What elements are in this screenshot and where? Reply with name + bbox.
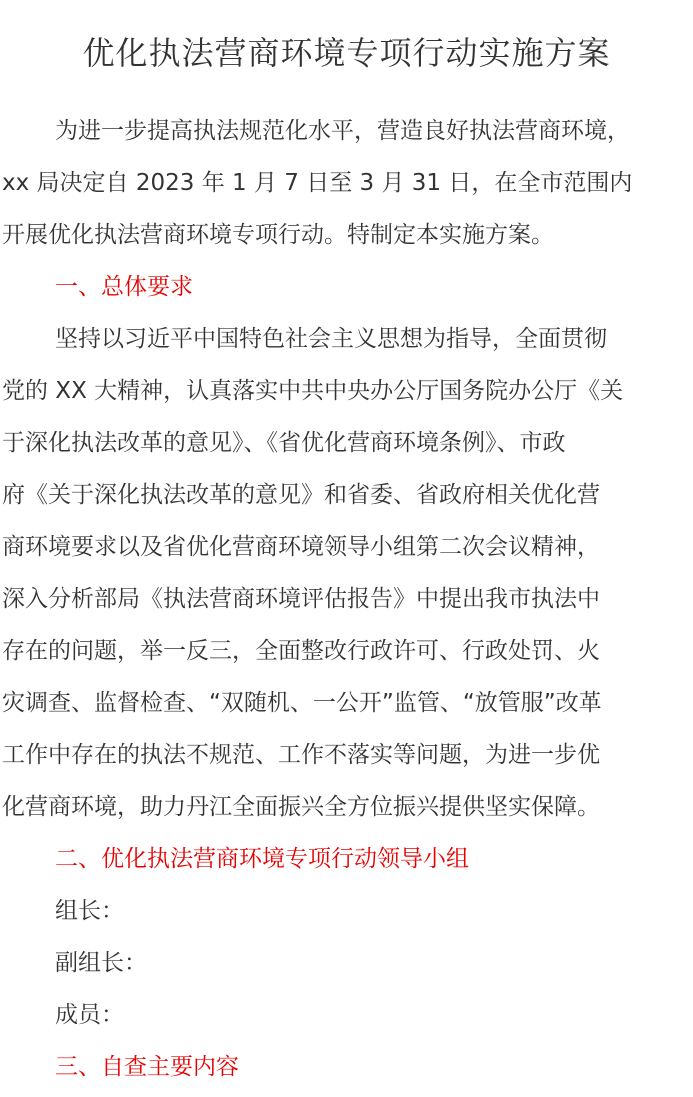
section-1-line-5: 商环境要求以及省优化营商环境领导小组第二次会议精神， xyxy=(2,534,600,560)
deputy-leader-label: 副组长： xyxy=(55,950,147,976)
intro-line-2: xx 局决定自 2023 年 1 月 7 日至 3 月 31 日，在全市范围内 xyxy=(2,170,633,196)
intro-line-3: 开展优化执法营商环境专项行动。特制定本实施方案。 xyxy=(2,222,554,248)
section-1-line-9: 工作中存在的执法不规范、工作不落实等问题，为进一步优 xyxy=(2,742,600,768)
section-2-heading: 二、优化执法营商环境专项行动领导小组 xyxy=(55,846,469,872)
page-title: 优化执法营商环境专项行动实施方案 xyxy=(82,34,611,72)
section-3-heading: 三、自查主要内容 xyxy=(55,1054,239,1080)
section-1-line-4: 府《关于深化执法改革的意见》和省委、省政府相关优化营 xyxy=(2,482,600,508)
section-1-line-8: 灾调查、监督检查、“双随机、一公开”监管、“放管服”改革 xyxy=(2,690,602,716)
leader-label: 组长： xyxy=(55,898,124,924)
section-1-line-6: 深入分析部局《执法营商环境评估报告》中提出我市执法中 xyxy=(2,586,600,612)
section-1-heading: 一、总体要求 xyxy=(55,274,193,300)
section-1-line-3: 于深化执法改革的意见》、《省优化营商环境条例》、市政 xyxy=(2,430,566,456)
section-1-line-2: 党的 XX 大精神，认真落实中共中央办公厅国务院办公厅《关 xyxy=(2,378,624,404)
section-1-line-7: 存在的问题，举一反三，全面整改行政许可、行政处罚、火 xyxy=(2,638,600,664)
members-label: 成员： xyxy=(55,1002,124,1028)
section-1-line-10: 化营商环境，助力丹江全面振兴全方位振兴提供坚实保障。 xyxy=(2,794,600,820)
intro-line-1: 为进一步提高执法规范化水平，营造良好执法营商环境， xyxy=(55,118,630,144)
section-1-line-1: 坚持以习近平中国特色社会主义思想为指导，全面贯彻 xyxy=(55,326,607,352)
